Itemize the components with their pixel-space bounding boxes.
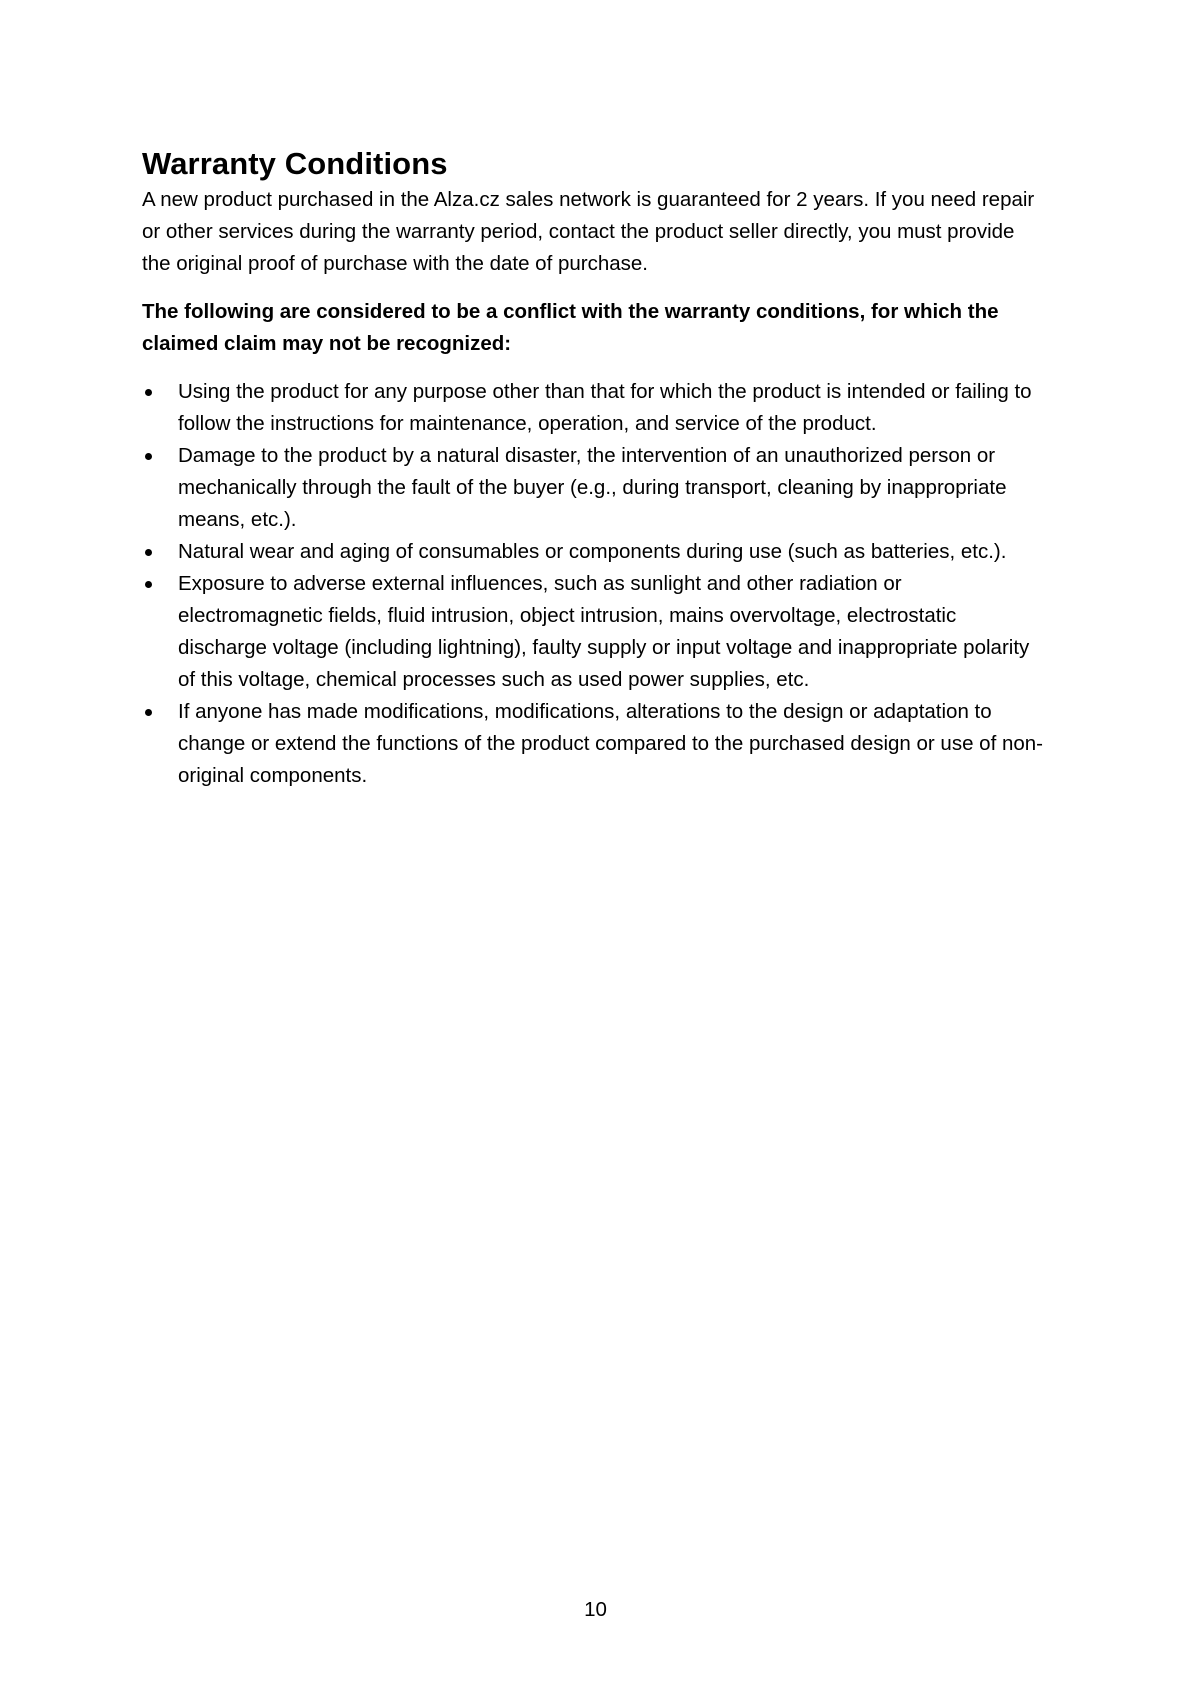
page-title: Warranty Conditions (142, 146, 448, 181)
list-item (142, 568, 1047, 696)
page-number: 10 (584, 1598, 607, 1621)
bullet-icon (145, 581, 152, 588)
list-item (142, 536, 1047, 568)
list-item-text: Exposure to adverse external influences, such as sunlight and other radiation or electromagnetic fields, fluid intrusion, object intrusion, mains overvoltage, electrostatic discharge voltage (including lightning), faulty supply or input voltage and inappropriate polarity of this voltage, chemical processes such as used power supplies, etc. (178, 572, 1030, 691)
bullet-icon (145, 549, 152, 556)
list-item (142, 440, 1047, 536)
intro-paragraph: A new product purchased in the Alza.cz sales network is guaranteed for 2 years. If you need repair or other services during the warranty period, contact the product seller directly, you must provide the original proof of purchase with the date of purchase. (142, 188, 1035, 275)
list-item (142, 376, 1047, 440)
bullet-icon (145, 453, 152, 460)
bullet-icon (145, 389, 152, 396)
bullet-icon (145, 709, 152, 716)
page-content (142, 144, 1047, 792)
list-item-text: Damage to the product by a natural disaster, the intervention of an unauthorized person or mechanically through the fault of the buyer (e.g., during transport, cleaning by inappropriate means, etc.). (178, 444, 1007, 531)
list-item (142, 696, 1047, 792)
conflict-heading: The following are considered to be a conflict with the warranty conditions, for which the claimed claim may not be recognized: (142, 300, 999, 355)
list-item-text: Natural wear and aging of consumables or components during use (such as batteries, etc.). (178, 540, 1007, 563)
list-item-text: If anyone has made modifications, modifications, alterations to the design or adaptation to change or extend the functions of the product compared to the purchased design or use of non-original components. (178, 700, 1043, 787)
conditions-list (142, 376, 1047, 792)
list-item-text: Using the product for any purpose other than that for which the product is intended or failing to follow the instructions for maintenance, operation, and service of the product. (178, 380, 1032, 435)
